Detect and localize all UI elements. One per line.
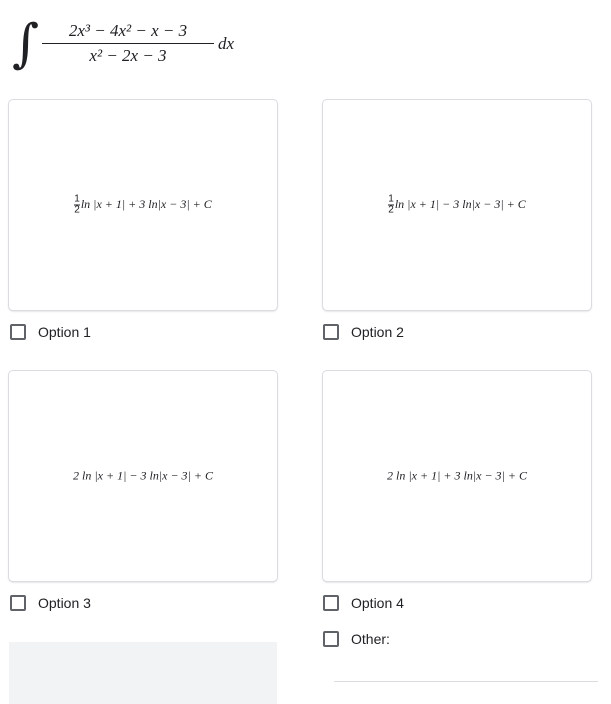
option-2-expression: $\frac{1}{2}\ln$ |x + 1| − 3 ln|x − 3| + C	[388, 193, 526, 216]
option-3-expression: 2 ln |x + 1| − 3 ln|x − 3| + C	[73, 468, 213, 483]
other-label: Other:	[351, 631, 390, 647]
question-denominator: x² − 2x − 3	[89, 46, 167, 65]
one-half-fraction: $\frac{1}{2}$	[74, 193, 80, 216]
question-fraction	[42, 20, 214, 67]
option-4-image-card	[323, 371, 591, 581]
option-4-expression: 2 ln |x + 1| + 3 ln|x − 3| + C	[387, 468, 527, 483]
option-3-checkbox[interactable]	[10, 595, 26, 611]
option-1-expression: $\frac{1}{2}\ln$ |x + 1| + 3 ln|x − 3| + C	[74, 193, 212, 216]
question-dx: dx	[218, 34, 235, 53]
fraction-bar	[42, 43, 214, 44]
option-1-checkbox[interactable]	[10, 324, 26, 340]
option-2-choice[interactable]	[323, 321, 404, 343]
option-3-image-card	[9, 371, 277, 581]
other-text-input[interactable]	[334, 681, 598, 682]
option-4-checkbox[interactable]	[323, 595, 339, 611]
option-2-label: Option 2	[351, 324, 404, 340]
question-formula	[12, 16, 272, 76]
integral-sign: ∫	[12, 14, 40, 74]
option-3-label: Option 3	[38, 595, 91, 611]
option-1-label: Option 1	[38, 324, 91, 340]
one-half-fraction: $\frac{1}{2}$	[388, 193, 394, 216]
option-3-choice[interactable]	[10, 592, 91, 614]
option-2-checkbox[interactable]	[323, 324, 339, 340]
other-checkbox[interactable]	[323, 631, 339, 647]
option-4-choice[interactable]	[323, 592, 404, 614]
option-1-image-card	[9, 100, 277, 310]
option-4-label: Option 4	[351, 595, 404, 611]
loading-image-placeholder	[9, 642, 277, 704]
other-choice[interactable]	[323, 628, 390, 650]
option-2-image-card	[323, 100, 591, 310]
option-1-choice[interactable]	[10, 321, 91, 343]
question-numerator: 2x³ − 4x² − x − 3	[68, 21, 188, 40]
